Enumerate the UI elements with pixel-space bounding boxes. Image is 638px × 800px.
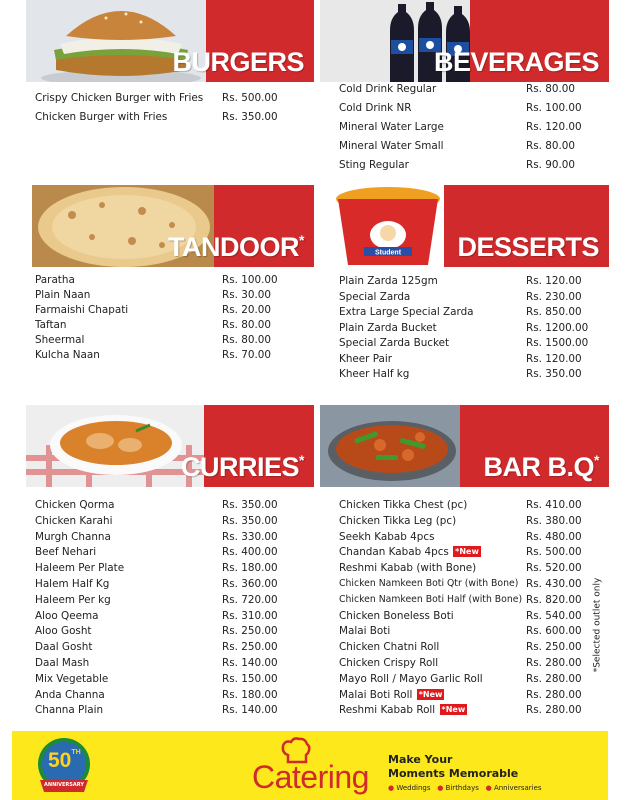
menu-item (320, 531, 609, 546)
item-name: Sting Regular (339, 159, 409, 171)
item-price: Rs. 330.00 (222, 530, 278, 543)
item-price: Rs. 30.00 (222, 289, 271, 301)
item-price: Rs. 100.00 (526, 102, 582, 114)
item-name: Reshmi Kabab (with Bone) (339, 562, 477, 575)
beverages-banner (320, 0, 609, 82)
item-price: Rs. 310.00 (222, 609, 278, 622)
catering-footer (12, 731, 608, 800)
curries-title-text: CURRIES (181, 452, 300, 482)
item-price: Rs. 80.00 (222, 334, 271, 346)
item-name: Chicken Karahi (35, 514, 113, 527)
menu-item (32, 304, 314, 319)
beverages-title: BEVERAGES (433, 47, 599, 77)
item-name: Chandan Kabab 4pcs (339, 546, 449, 559)
item-name: Malai Boti Roll (339, 688, 413, 701)
occasion-birthdays: Birthdays (445, 784, 479, 792)
item-price: Rs. 1500.00 (526, 337, 589, 349)
menu-item (26, 531, 314, 546)
anniversary-logo (36, 736, 92, 796)
item-price: Rs. 250.00 (222, 625, 278, 638)
item-price: Rs. 430.00 (526, 578, 582, 590)
tagline-line-1: Make Your (388, 753, 453, 766)
bucket-label: Student (374, 249, 402, 257)
beverages-section (320, 0, 609, 180)
curries-star: * (299, 452, 304, 468)
item-name: Farmaishi Chapati (35, 304, 129, 316)
menu-item (26, 578, 314, 593)
barbq-star: * (594, 452, 599, 468)
item-name-with-badge (339, 704, 467, 716)
tandoor-title-text: TANDOOR (168, 232, 300, 262)
item-name: Chicken Tikka Leg (pc) (339, 514, 457, 527)
tandoor-banner (32, 185, 314, 267)
item-price: Rs. 120.00 (526, 121, 582, 133)
item-price: Rs. 250.00 (222, 641, 278, 654)
item-name: Reshmi Kabab Roll (339, 704, 436, 717)
anniversary-number (48, 749, 81, 773)
item-name: Chicken Crispy Roll (339, 657, 439, 669)
tagline-line-2: Moments Memorable (388, 767, 519, 780)
item-price: Rs. 250.00 (526, 641, 582, 654)
item-price: Rs. 850.00 (526, 306, 582, 318)
item-name: Plain Zarda 125gm (339, 275, 438, 287)
item-price: Rs. 380.00 (526, 514, 582, 527)
item-price: Rs. 230.00 (526, 290, 582, 303)
item-price: Rs. 410.00 (526, 499, 582, 511)
desserts-banner (330, 185, 609, 267)
item-name: Chicken Namkeen Boti Half (with Bone) (339, 593, 523, 605)
item-price: Rs. 180.00 (222, 562, 278, 575)
item-price: Rs. 20.00 (222, 304, 271, 316)
menu-item (320, 102, 609, 117)
item-price: Rs. 280.00 (526, 704, 582, 717)
occasions-row (388, 784, 542, 792)
item-price: Rs. 80.00 (526, 83, 575, 95)
item-name: Sheermal (35, 334, 85, 346)
item-name: Anda Channa (35, 688, 105, 701)
item-name: Chicken Qorma (35, 499, 115, 511)
desserts-title: DESSERTS (457, 232, 599, 262)
item-price: Rs. 350.00 (222, 499, 278, 511)
menu-item (320, 625, 609, 640)
item-name: Plain Zarda Bucket (339, 321, 437, 334)
item-price: Rs. 280.00 (526, 672, 582, 685)
item-name: Seekh Kabab 4pcs (339, 530, 435, 543)
item-name: Mineral Water Large (339, 121, 444, 133)
menu-item (26, 641, 314, 656)
item-price: Rs. 600.00 (526, 625, 582, 638)
item-name: Haleem Per kg (35, 593, 111, 606)
menu-item (26, 515, 314, 530)
item-price: Rs. 400.00 (222, 546, 278, 559)
bullet-icon: ● (485, 784, 492, 792)
barbq-section (320, 405, 609, 725)
barbq-banner (320, 405, 609, 487)
item-price: Rs. 140.00 (222, 657, 278, 669)
item-name: Kheer Pair (339, 352, 393, 365)
menu-item (26, 92, 314, 107)
anniversary-number-text: 50 (48, 749, 72, 772)
item-name: Mineral Water Small (339, 140, 444, 152)
menu-item (26, 111, 314, 126)
anniversary-label: ANNIVERSARY (44, 782, 84, 788)
menu-item (320, 657, 609, 672)
menu-item (320, 704, 609, 719)
item-price: Rs. 350.00 (526, 368, 582, 380)
item-name: Cold Drink NR (339, 102, 412, 114)
menu-item (330, 353, 609, 368)
curries-section (26, 405, 314, 725)
item-price: Rs. 80.00 (526, 140, 575, 152)
desserts-section (330, 185, 609, 395)
item-price: Rs. 500.00 (222, 92, 278, 104)
new-badge: *New (441, 705, 466, 715)
barbq-title-text: BAR B.Q (483, 452, 595, 482)
menu-item (32, 289, 314, 304)
bullet-icon: ● (388, 784, 395, 792)
menu-item (26, 625, 314, 640)
item-price: Rs. 90.00 (526, 159, 575, 171)
item-price: Rs. 540.00 (526, 609, 582, 622)
item-price: Rs. 350.00 (222, 111, 278, 123)
menu-item (320, 610, 609, 625)
item-name: Special Zarda (339, 290, 411, 303)
selected-outlet-note: *Selected outlet only (592, 577, 603, 673)
item-name: Aloo Qeema (35, 609, 99, 622)
item-name: Paratha (35, 274, 75, 286)
item-price: Rs. 140.00 (222, 704, 278, 717)
item-name: Channa Plain (35, 704, 104, 717)
menu-item (320, 159, 609, 174)
menu-item (26, 673, 314, 688)
anniversary-th: TH (71, 749, 81, 756)
item-name: Chicken Chatni Roll (339, 641, 440, 654)
side-note-container (590, 550, 620, 720)
menu-item (320, 121, 609, 136)
menu-item (26, 499, 314, 514)
item-name: Beef Nehari (35, 546, 97, 559)
item-price: Rs. 80.00 (222, 319, 271, 331)
item-price: Rs. 480.00 (526, 530, 582, 543)
barbq-title (484, 452, 599, 483)
menu-item (26, 594, 314, 609)
item-price: Rs. 500.00 (526, 546, 582, 559)
item-name: Halem Half Kg (35, 578, 110, 590)
menu-item (330, 275, 609, 290)
occasion-anniversaries: Anniversaries (493, 784, 542, 792)
item-name: Chicken Tikka Chest (pc) (339, 499, 468, 511)
item-name-with-badge (339, 546, 481, 558)
menu-item (26, 657, 314, 672)
menu-item (320, 673, 609, 688)
menu-item (320, 689, 609, 704)
curry-bowl-photo (26, 405, 206, 487)
item-name: Daal Mash (35, 657, 90, 669)
item-name: Cold Drink Regular (339, 83, 437, 95)
item-name: Mix Vegetable (35, 672, 109, 685)
burgers-title: BURGERS (172, 47, 304, 77)
item-name: Mayo Roll / Mayo Garlic Roll (339, 672, 483, 685)
menu-item (330, 337, 609, 352)
item-name: Chicken Burger with Fries (35, 111, 168, 123)
menu-item (32, 334, 314, 349)
item-price: Rs. 120.00 (526, 352, 582, 365)
menu-item (320, 641, 609, 656)
menu-item (330, 306, 609, 321)
burgers-section (26, 0, 314, 180)
item-name: Crispy Chicken Burger with Fries (35, 92, 204, 104)
menu-item (320, 499, 609, 514)
item-name: Kulcha Naan (35, 349, 100, 361)
item-price: Rs. 120.00 (526, 275, 582, 287)
new-badge: *New (418, 689, 443, 699)
new-badge: *New (455, 547, 479, 557)
menu-item (320, 562, 609, 577)
item-price: Rs. 100.00 (222, 274, 278, 286)
menu-item (320, 140, 609, 155)
item-name: Plain Naan (35, 289, 91, 301)
bullet-icon: ● (437, 784, 444, 792)
menu-item (26, 610, 314, 625)
menu-item (26, 704, 314, 719)
item-price: Rs. 150.00 (222, 672, 278, 685)
item-name: Special Zarda Bucket (339, 337, 450, 349)
tandoor-section (32, 185, 314, 385)
menu-item (320, 594, 609, 609)
curries-banner (26, 405, 314, 487)
menu-item (32, 349, 314, 364)
menu-item (320, 546, 609, 561)
menu-item (320, 578, 609, 593)
item-price: Rs. 280.00 (526, 688, 582, 701)
menu-item (26, 689, 314, 704)
item-price: Rs. 820.00 (526, 593, 582, 606)
zarda-bucket-photo (330, 185, 446, 267)
item-name: Extra Large Special Zarda (339, 306, 474, 318)
menu-item (26, 546, 314, 561)
tandoor-title (168, 232, 304, 263)
menu-item (330, 368, 609, 383)
item-name: Chicken Boneless Boti (339, 609, 454, 622)
item-name: Taftan (35, 319, 67, 331)
catering-brand: Catering (252, 759, 369, 795)
item-price: Rs. 280.00 (526, 657, 582, 669)
item-name: Chicken Namkeen Boti Qtr (with Bone) (339, 578, 519, 589)
item-name: Malai Boti (339, 625, 391, 638)
menu-item (32, 319, 314, 334)
menu-item (26, 562, 314, 577)
menu-item (320, 83, 609, 98)
item-price: Rs. 350.00 (222, 514, 278, 527)
item-price: Rs. 1200.00 (526, 321, 589, 334)
item-price: Rs. 180.00 (222, 688, 278, 701)
item-price: Rs. 360.00 (222, 578, 278, 590)
burgers-banner (26, 0, 314, 82)
item-name-with-badge (339, 689, 444, 701)
menu-item (32, 274, 314, 289)
menu-item (330, 291, 609, 306)
item-price: Rs. 70.00 (222, 349, 271, 361)
curries-title (181, 452, 304, 483)
item-name: Daal Gosht (35, 641, 93, 654)
item-name: Murgh Channa (35, 530, 111, 543)
item-name: Aloo Gosht (35, 625, 92, 638)
item-price: Rs. 520.00 (526, 562, 582, 575)
tandoor-star: * (299, 232, 304, 248)
item-name: Kheer Half kg (339, 368, 410, 380)
item-name: Haleem Per Plate (35, 562, 125, 575)
menu-item (320, 515, 609, 530)
occasion-weddings: Weddings (396, 784, 431, 792)
item-price: Rs. 720.00 (222, 593, 278, 606)
menu-item (330, 322, 609, 337)
karahi-photo (320, 405, 462, 487)
